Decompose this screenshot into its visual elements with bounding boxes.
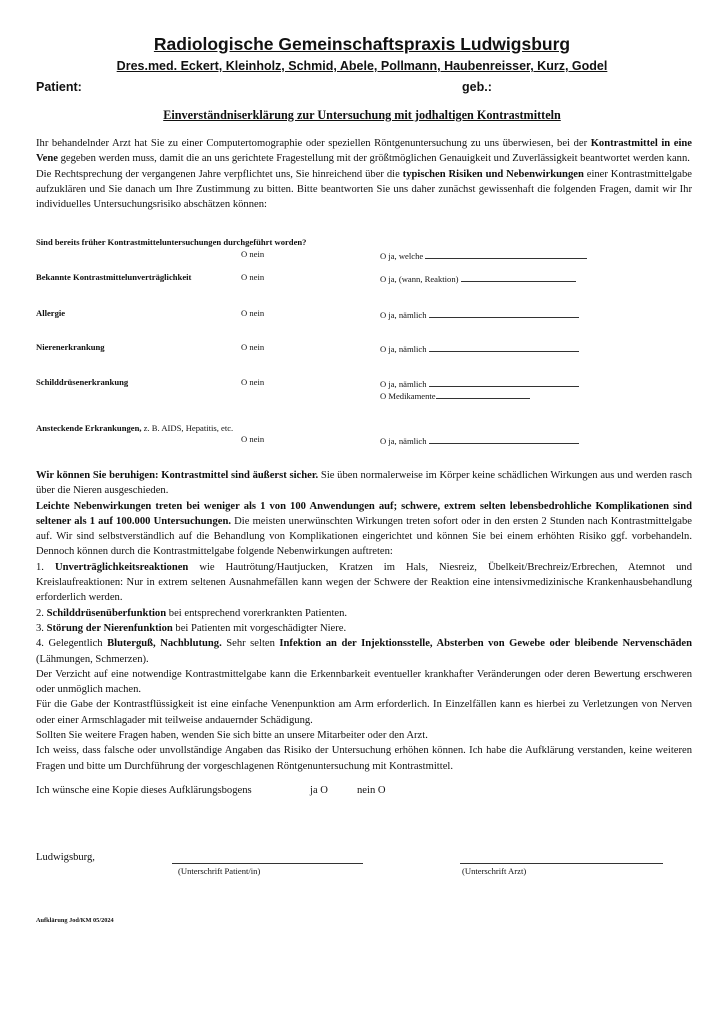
option-yes[interactable]: O ja, nämlich	[380, 377, 579, 389]
patient-label: Patient:	[36, 80, 82, 94]
birthdate-label: geb.:	[462, 80, 492, 94]
option-yes[interactable]: O ja, nämlich	[380, 342, 579, 354]
practice-name: Radiologische Gemeinschaftspraxis Ludwigsburg	[153, 34, 571, 54]
consent-paragraph: Ich weiss, dass falsche oder unvollständige Angaben das Risiko der Untersuchung erhöhen können. Ich habe die Aufklärung verstanden, keine weiteren Fragen und bitte um Durchführung der vorgeschlagenen Röntgenuntersuchung mit Kontrastmittel.	[36, 745, 692, 772]
signature-place: Ludwigsburg,	[36, 852, 95, 863]
waiver-paragraph: Der Verzicht auf eine notwendige Kontrastmittelgabe kann die Erkennbarkeit eventueller krankhafter Veränderungen oder deren Bewertung erschweren oder unmöglich machen.	[36, 668, 692, 696]
option-yes[interactable]: O ja, (wann, Reaktion)	[380, 272, 576, 284]
question-known-intolerance: Bekannte Kontrastmittelunverträglichkeit	[36, 272, 192, 282]
side-effect-3: 3. Störung der Nierenfunktion bei Patienten mit vorgeschädigter Niere.	[36, 622, 347, 634]
patient-signature-caption: (Unterschrift Patient/in)	[178, 866, 261, 876]
doctor-signature-caption: (Unterschrift Arzt)	[462, 866, 527, 876]
patient-signature-line[interactable]	[172, 863, 363, 864]
doctor-signature-line[interactable]	[460, 863, 663, 864]
intro-paragraph-1: Ihr behandelnder Arzt hat Sie zu einer Computertomographie oder speziellen Röntgenuntersuchung zu uns überwiesen, bei der Kontrastmittel in eine Vene gegeben werden muss, damit die an uns gerichtete Fragestellung mit der größtmöglichen Genauigkeit und Zuverlässigkeit beantwortet werden kann.	[36, 138, 692, 165]
frequency-paragraph: Leichte Nebenwirkungen treten bei weniger als 1 von 100 Anwendungen auf; schwere, extrem selten lebensbedrohliche Komplikationen sind seltener als 1 auf 100.000 Untersuchungen. Die meisten unerwünschten Wirkungen treten sofort oder in den ersten 2 Stunden nach Kontrastmittelgabe auf. Wir sind selbstverständlich auf die Behandlung von Komplikationen eingerichtet und können Sie bei einem erhöhten Risiko ggf. vorbehandeln. Dennoch können durch die Kontrastmittelgabe folgende Nebenwirkungen auftreten:	[36, 500, 693, 558]
intro-paragraph-2: Die Rechtsprechung der vergangenen Jahre verpflichtet uns, Sie hinreichend über die typischen Risiken und Nebenwirkungen einer Kontrastmittelgabe aufzuklären und Sie danach um Ihre Zustimmung zu bitten. Bitte beantworten Sie uns daher zunächst gewissenhaft die folgenden Fragen, damit wir Ihr individuelles Untersuchungsrisiko abschätzen können:	[36, 168, 692, 211]
option-no[interactable]: O nein	[241, 249, 265, 259]
question-allergy: Allergie	[36, 308, 66, 318]
side-effect-1: 1. Unverträglichkeitsreaktionen wie Hautrötung/Hautjucken, Kratzen im Hals, Niesreiz, Übelkeit/Brechreiz/Erbrechen, Atemnot und Kreislaufreaktionen: Nur in extrem seltenen Ausnahmefällen kann wegen der Schwere der Reaktion eine intensivmedizinische Krankenhausbehandlung erforderlich werden.	[36, 561, 693, 604]
option-yes[interactable]: O ja, welche	[380, 249, 587, 261]
option-no[interactable]: O nein	[241, 308, 265, 318]
document-title: Einverständniserklärung zur Untersuchung mit jodhaltigen Kontrastmitteln	[163, 108, 561, 122]
form-code: Aufklärung Jod/KM 05/2024	[36, 917, 114, 924]
intro-text	[36, 136, 692, 212]
option-medication[interactable]: O Medikamente	[380, 389, 530, 401]
copy-request-label: Ich wünsche eine Kopie dieses Aufklärungsbogens	[36, 785, 252, 796]
questions-paragraph: Sollten Sie weitere Fragen haben, wenden Sie sich bitte an unsere Mitarbeiter oder den Arzt.	[36, 730, 428, 742]
copy-yes-option[interactable]: ja O	[310, 785, 328, 796]
copy-no-option[interactable]: nein O	[357, 785, 386, 796]
option-no[interactable]: O nein	[241, 434, 265, 444]
option-no[interactable]: O nein	[241, 377, 265, 387]
injection-paragraph: Für die Gabe der Kontrastflüssigkeit ist eine einfache Venenpunktion am Arm erforderlich. In Einzelfällen kann es hierbei zu Verletzungen von Nerven oder einer Armschlagader mit teilweise andauernder Schädigung.	[36, 699, 692, 726]
question-kidney-disease: Nierenerkrankung	[36, 342, 105, 352]
side-effect-4: 4. Gelegentlich Bluterguß, Nachblutung. Sehr selten Infektion an der Injektionsstelle, Absterben von Gewebe oder bleibende Nervenschäden (Lähmungen, Schmerzen).	[36, 638, 692, 665]
safety-paragraph: Wir können Sie beruhigen: Kontrastmittel sind äußerst sicher. Sie üben normalerweise im Körper keine schädlichen Wirkungen aus und werden rasch über die Nieren ausgeschieden.	[36, 470, 692, 497]
question-infectious-disease: Ansteckende Erkrankungen, z. B. AIDS, Hepatitis, etc.	[36, 423, 234, 433]
option-no[interactable]: O nein	[241, 342, 265, 352]
option-yes[interactable]: O ja, nämlich	[380, 434, 579, 446]
question-thyroid-disease: Schilddrüsenerkrankung	[36, 377, 129, 387]
question-prior-exams: Sind bereits früher Kontrastmitteluntersuchungen durchgeführt worden?	[36, 237, 307, 247]
option-no[interactable]: O nein	[241, 272, 265, 282]
option-yes[interactable]: O ja, nämlich	[380, 308, 579, 320]
side-effect-2: 2. Schilddrüsenüberfunktion bei entsprechend vorerkrankten Patienten.	[36, 607, 348, 619]
information-text	[36, 468, 692, 774]
doctors-line: Dres.med. Eckert, Kleinholz, Schmid, Abele, Pollmann, Haubenreisser, Kurz, Godel	[116, 59, 608, 73]
